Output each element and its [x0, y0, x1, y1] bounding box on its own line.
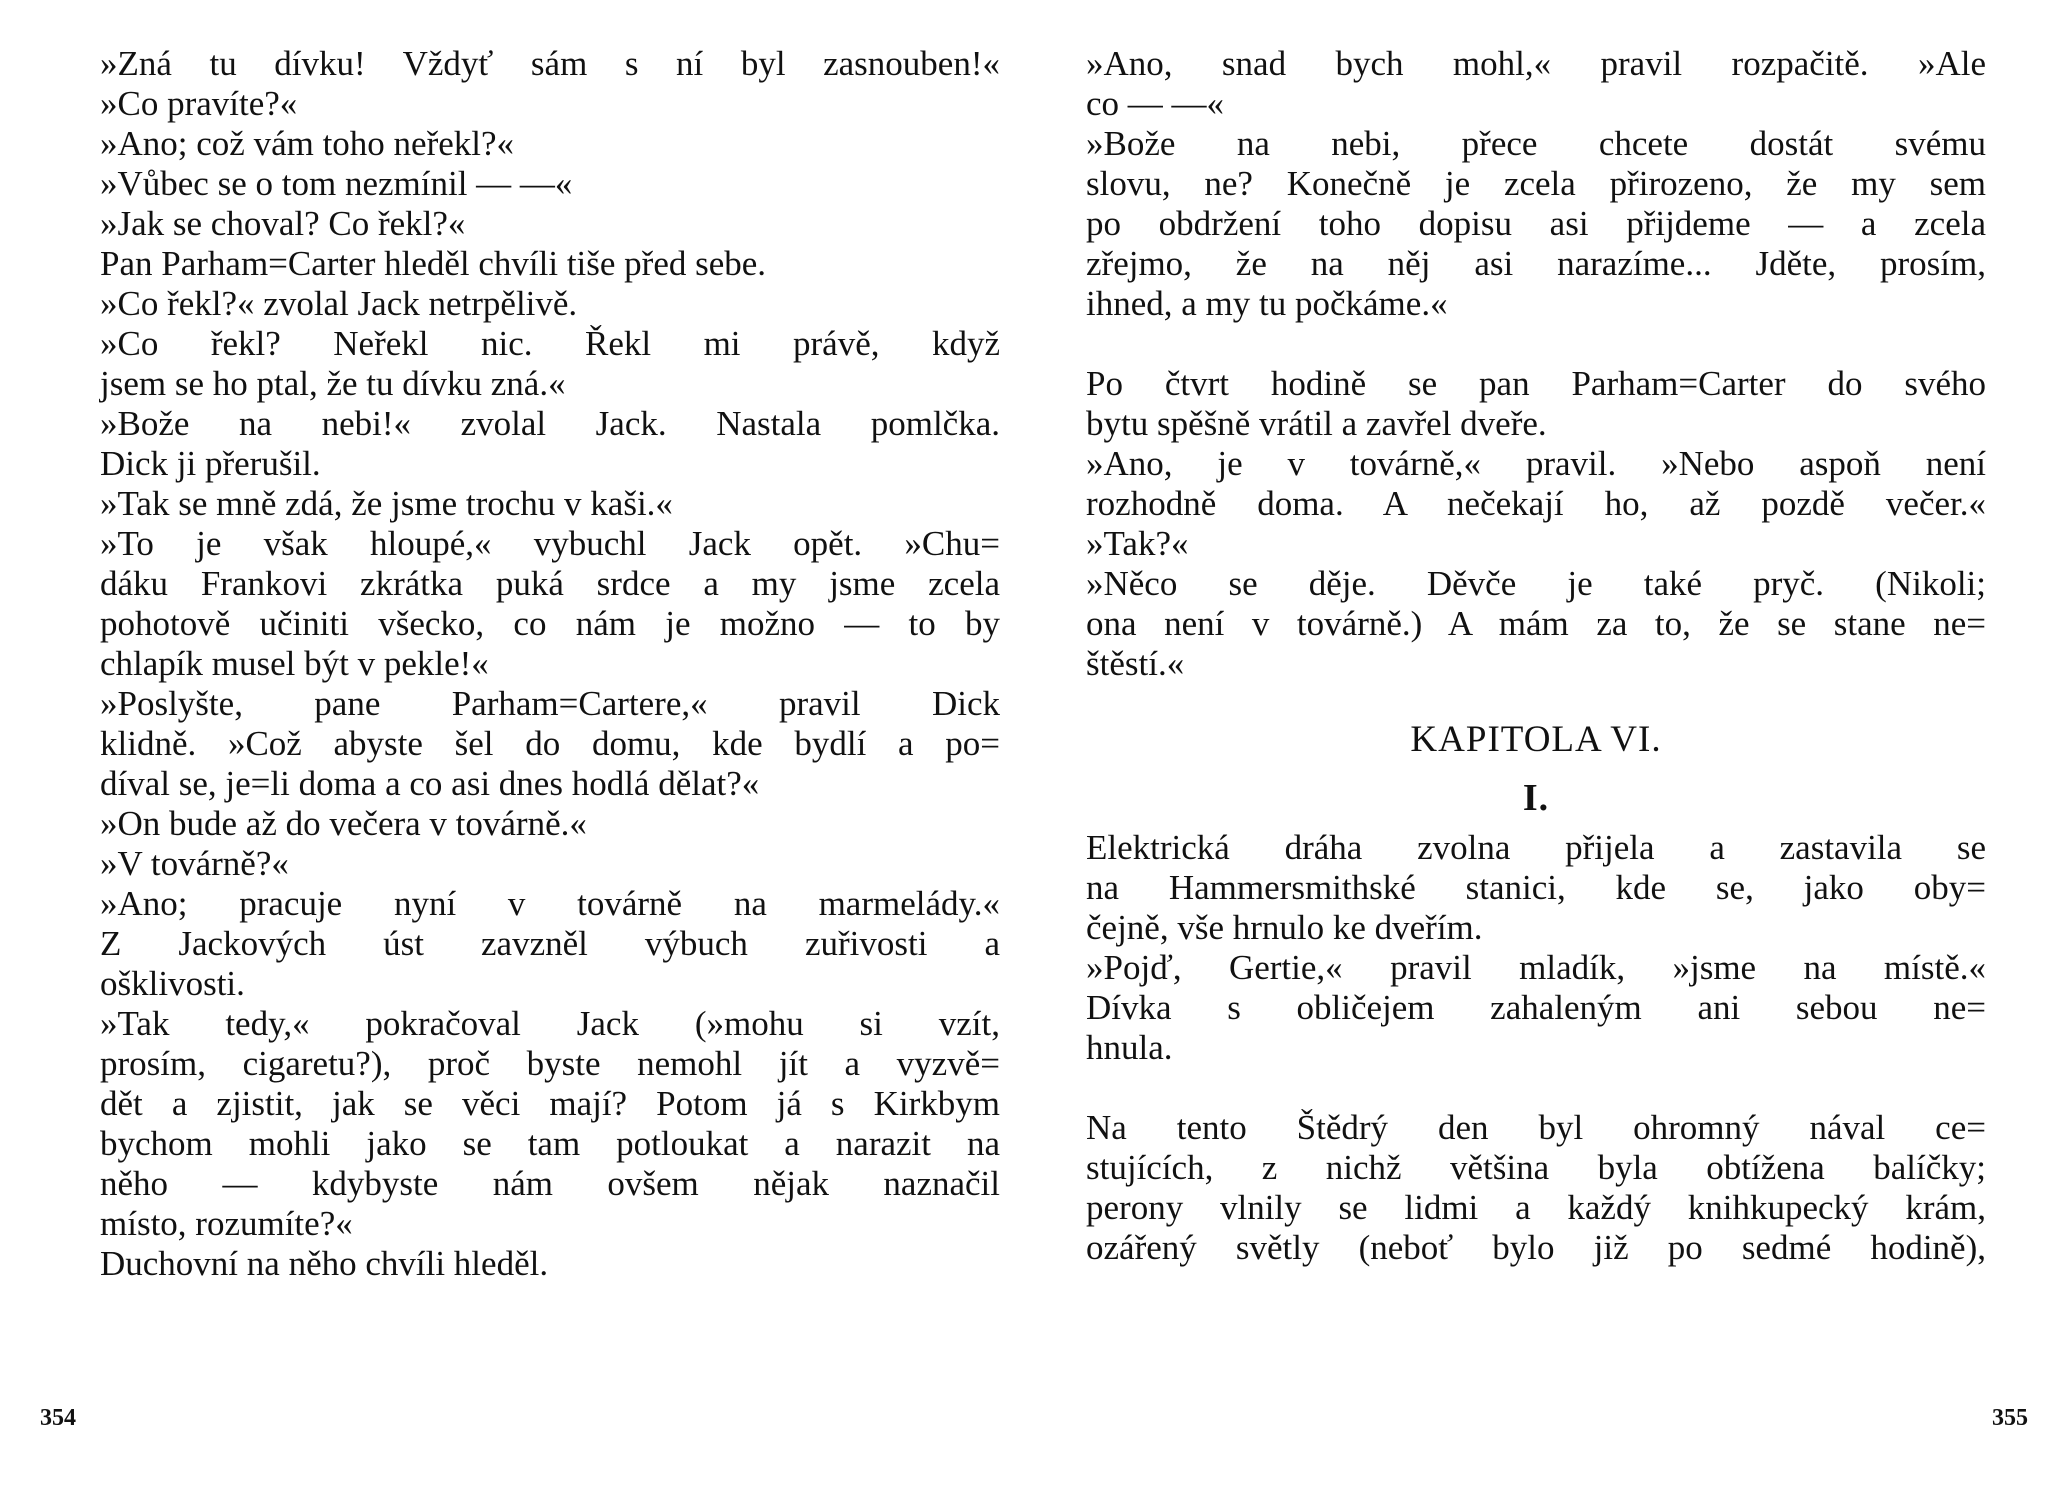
- chapter-heading: KAPITOLA VI.: [1410, 719, 1662, 760]
- text-line: co — —«: [1086, 84, 1225, 123]
- right-page-section-continuation: [1086, 1108, 1986, 1268]
- text-line: »Co řekl? Neřekl nic. Řekl mi právě, když: [100, 324, 1000, 363]
- text-line: »Co řekl?« zvolal Jack netrpělivě.: [100, 284, 578, 323]
- text-line: »Poslyšte, pane Parham=Cartere,« pravil Dick: [100, 684, 1000, 723]
- text-line: »Ano, je v továrně,« pravil. »Nebo aspoň není: [1086, 444, 1986, 483]
- text-line: dět a zjistit, jak se věci mají? Potom já s Kirkbym: [100, 1084, 1000, 1123]
- text-line: hnula.: [1086, 1028, 1173, 1067]
- text-line: Pan Parham=Carter hleděl chvíli tiše před sebe.: [100, 244, 767, 283]
- right-page: [1086, 44, 1986, 1268]
- text-line: »Jak se choval? Co řekl?«: [100, 204, 466, 243]
- text-line: ona není v továrně.) A mám za to, že se stane ne=: [1086, 604, 1986, 643]
- left-page: [100, 44, 1000, 1284]
- section-heading: I.: [1522, 777, 1550, 819]
- right-page-scene-break: [1086, 364, 1986, 684]
- right-page-section-opening: [1086, 828, 1986, 1068]
- text-line: klidně. »Což abyste šel do domu, kde bydlí a po=: [100, 724, 1000, 763]
- paragraph-gap: [1086, 324, 1986, 364]
- text-line: »V továrně?«: [100, 844, 289, 883]
- page-number-left: 354: [40, 1405, 76, 1431]
- text-line: »Ano, snad bych mohl,« pravil rozpačitě. »Ale: [1086, 44, 1986, 83]
- text-line: »Tak tedy,« pokračoval Jack (»mohu si vzít,: [100, 1004, 1000, 1043]
- text-line: po obdržení toho dopisu asi přijdeme — a zcela: [1086, 204, 1986, 243]
- page-number-right: 355: [1992, 1405, 2028, 1431]
- text-line: »Zná tu dívku! Vždyť sám s ní byl zasnouben!«: [100, 44, 1000, 83]
- text-line: bytu spěšně vrátil a zavřel dveře.: [1086, 404, 1547, 443]
- text-line: »Ano; pracuje nyní v továrně na marmelády.«: [100, 884, 1000, 923]
- text-line: perony vlnily se lidmi a každý knihkupecký krám,: [1086, 1188, 1986, 1227]
- text-line: zřejmo, že na něj asi narazíme... Jděte, prosím,: [1086, 244, 1986, 283]
- right-page-dialogue: [1086, 44, 1986, 324]
- text-line: »On bude až do večera v továrně.«: [100, 804, 587, 843]
- text-line: »Bože na nebi!« zvolal Jack. Nastala pomlčka.: [100, 404, 1000, 443]
- text-line: »Bože na nebi, přece chcete dostát svému: [1086, 124, 1986, 163]
- text-line: Dick ji přerušil.: [100, 444, 321, 483]
- text-line: »Něco se děje. Děvče je také pryč. (Nikoli;: [1086, 564, 1986, 603]
- text-line: Na tento Štědrý den byl ohromný nával ce=: [1086, 1108, 1986, 1147]
- text-line: na Hammersmithské stanici, kde se, jako oby=: [1086, 868, 1986, 907]
- text-line: »Tak?«: [1086, 524, 1189, 563]
- paragraph-gap: [1086, 1068, 1986, 1108]
- text-line: »Ano; což vám toho neřekl?«: [100, 124, 515, 163]
- text-line: »Co pravíte?«: [100, 84, 298, 123]
- text-line: stujících, z nichž většina byla obtížena balíčky;: [1086, 1148, 1986, 1187]
- text-line: ozářený světly (neboť bylo již po sedmé hodině),: [1086, 1228, 1986, 1267]
- text-line: »Tak se mně zdá, že jsme trochu v kaši.«: [100, 484, 673, 523]
- text-line: slovu, ne? Konečně je zcela přirozeno, že my sem: [1086, 164, 1986, 203]
- text-line: štěstí.«: [1086, 644, 1185, 683]
- text-line: místo, rozumíte?«: [100, 1204, 353, 1243]
- text-line: Dívka s obličejem zahaleným ani sebou ne=: [1086, 988, 1986, 1027]
- text-line: jsem se ho ptal, že tu dívku zná.«: [100, 364, 566, 403]
- text-line: Z Jackových úst zavzněl výbuch zuřivosti a: [100, 924, 1000, 963]
- text-line: »Pojď, Gertie,« pravil mladík, »jsme na místě.«: [1086, 948, 1986, 987]
- text-line: dáku Frankovi zkrátka puká srdce a my jsme zcela: [100, 564, 1000, 603]
- text-line: díval se, je=li doma a co asi dnes hodlá dělat?«: [100, 764, 760, 803]
- text-line: Duchovní na něho chvíli hleděl.: [100, 1244, 549, 1283]
- text-line: »To je však hloupé,« vybuchl Jack opět. »Chu=: [100, 524, 1000, 563]
- text-line: něho — kdybyste nám ovšem nějak naznačil: [100, 1164, 1000, 1203]
- text-line: ihned, a my tu počkáme.«: [1086, 284, 1448, 323]
- left-page-text: [100, 44, 1000, 1284]
- chapter-gap: [1086, 684, 1986, 712]
- text-line: Po čtvrt hodině se pan Parham=Carter do svého: [1086, 364, 1986, 403]
- text-line: ošklivosti.: [100, 964, 245, 1003]
- text-line: čejně, vše hrnulo ke dveřím.: [1086, 908, 1483, 947]
- text-line: prosím, cigaretu?), proč byste nemohl jít a vyzvě=: [100, 1044, 1000, 1083]
- text-line: rozhodně doma. A nečekají ho, až pozdě večer.«: [1086, 484, 1986, 523]
- text-line: »Vůbec se o tom nezmínil — —«: [100, 164, 573, 203]
- text-line: chlapík musel být v pekle!«: [100, 644, 489, 683]
- text-line: bychom mohli jako se tam potloukat a narazit na: [100, 1124, 1000, 1163]
- text-line: Elektrická dráha zvolna přijela a zastavila se: [1086, 828, 1986, 867]
- text-line: pohotově učiniti všecko, co nám je možno — to by: [100, 604, 1000, 643]
